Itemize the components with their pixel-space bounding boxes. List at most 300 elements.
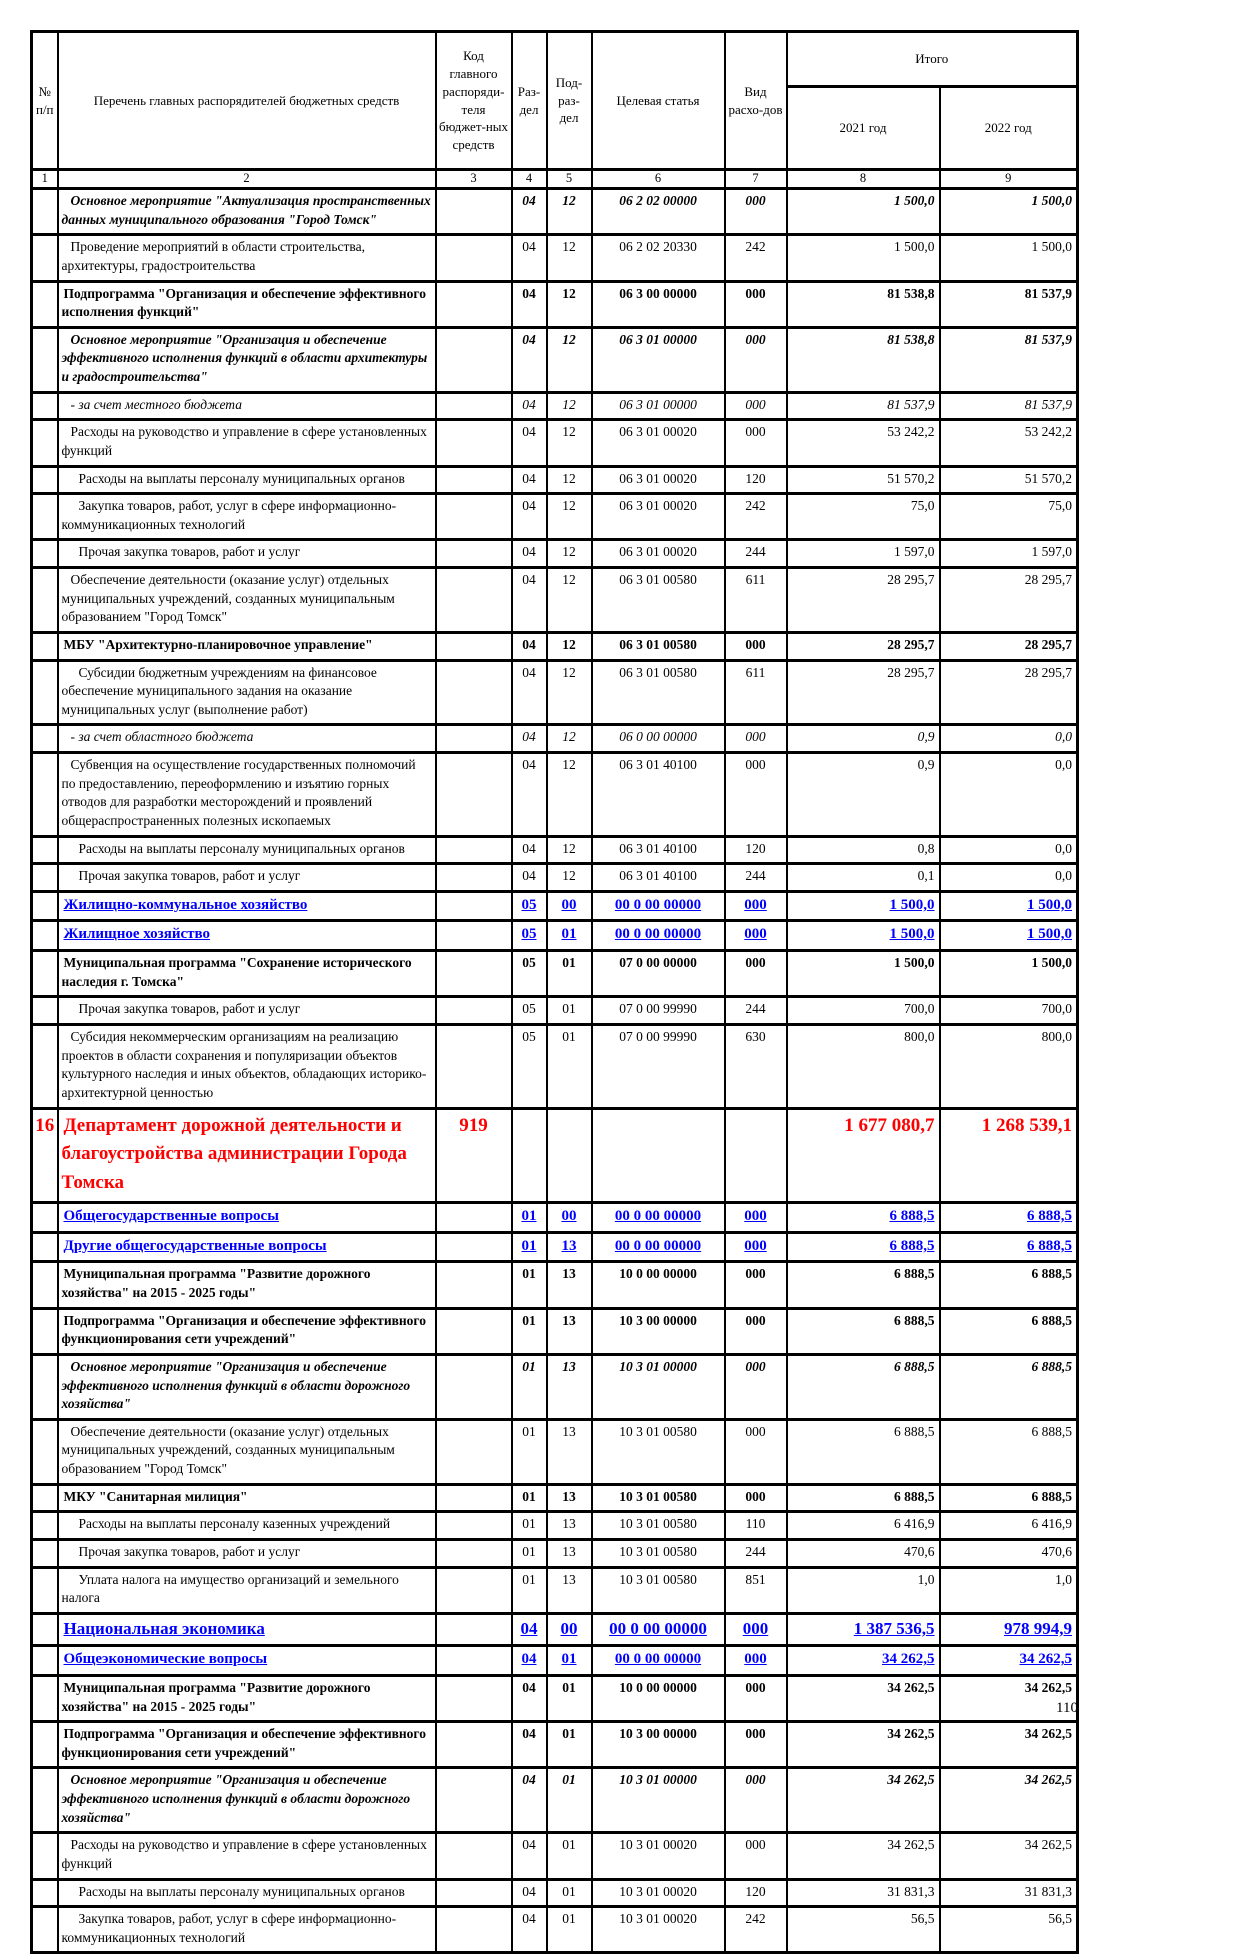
row-name: Закупка товаров, работ, услуг в сфере информационно-коммуникационных технологий <box>58 1907 436 1953</box>
row-target-article: 06 3 01 00580 <box>592 632 725 660</box>
row-razdel: 04 <box>512 494 547 540</box>
row-razdel: 04 <box>512 568 547 633</box>
row-razdel: 04 <box>512 725 547 753</box>
row-name: Жилищное хозяйство <box>58 921 436 951</box>
row-target-article: 10 3 00 00000 <box>592 1722 725 1768</box>
row-podrazdel: 01 <box>547 997 592 1025</box>
table-row <box>32 1539 1078 1567</box>
row-num <box>32 1833 58 1879</box>
row-podrazdel: 13 <box>547 1539 592 1567</box>
row-podrazdel: 13 <box>547 1354 592 1419</box>
header-col-target-article: Целевая статья <box>592 32 725 170</box>
row-expense-type: 000 <box>725 1484 787 1512</box>
row-2021: 28 295,7 <box>787 632 940 660</box>
table-row <box>32 392 1078 420</box>
row-target-article: 06 3 00 00000 <box>592 281 725 327</box>
row-expense-type: 242 <box>725 235 787 281</box>
row-name: Прочая закупка товаров, работ и услуг <box>58 997 436 1025</box>
table-row <box>32 1646 1078 1676</box>
row-2021: 34 262,5 <box>787 1833 940 1879</box>
row-2022: 51 570,2 <box>940 466 1078 494</box>
row-num <box>32 568 58 633</box>
row-code: 919 <box>436 1108 512 1203</box>
row-razdel: 04 <box>512 632 547 660</box>
row-2022: 81 537,9 <box>940 327 1078 392</box>
row-code <box>436 1722 512 1768</box>
row-2022: 28 295,7 <box>940 632 1078 660</box>
row-num <box>32 1879 58 1907</box>
table-header <box>32 32 1078 189</box>
table-row <box>32 466 1078 494</box>
row-target-article: 06 3 01 40100 <box>592 753 725 837</box>
row-2021: 1 597,0 <box>787 540 940 568</box>
row-podrazdel: 12 <box>547 494 592 540</box>
row-target-article: 06 0 00 00000 <box>592 725 725 753</box>
row-num <box>32 392 58 420</box>
row-expense-type: 000 <box>725 1675 787 1721</box>
row-num <box>32 836 58 864</box>
row-expense-type: 611 <box>725 660 787 725</box>
row-num <box>32 864 58 892</box>
row-expense-type: 244 <box>725 864 787 892</box>
row-2022: 6 888,5 <box>940 1203 1078 1233</box>
budget-sheet <box>30 30 1076 1954</box>
table-row <box>32 1567 1078 1613</box>
header-col-expense-type: Вид расхо-дов <box>725 32 787 170</box>
col-index: 5 <box>547 170 592 189</box>
row-razdel: 01 <box>512 1262 547 1308</box>
table-row <box>32 725 1078 753</box>
row-expense-type: 630 <box>725 1025 787 1109</box>
row-2022: 6 888,5 <box>940 1354 1078 1419</box>
row-target-article: 06 2 02 00000 <box>592 189 725 235</box>
table-row <box>32 1354 1078 1419</box>
row-num <box>32 632 58 660</box>
row-name: Субсидия некоммерческим организациям на реализацию проектов в области сохранения и популяризации объектов культурного наследия и иных объектов, обладающих историко-архитектурной ценностью <box>58 1025 436 1109</box>
row-code <box>436 1567 512 1613</box>
row-razdel: 01 <box>512 1484 547 1512</box>
row-num <box>32 1232 58 1262</box>
row-num <box>32 1567 58 1613</box>
row-target-article: 00 0 00 00000 <box>592 891 725 921</box>
row-2021: 75,0 <box>787 494 940 540</box>
row-podrazdel: 12 <box>547 725 592 753</box>
row-razdel: 01 <box>512 1232 547 1262</box>
row-target-article: 10 3 01 00000 <box>592 1768 725 1833</box>
row-expense-type: 000 <box>725 327 787 392</box>
row-target-article: 10 3 01 00580 <box>592 1567 725 1613</box>
row-razdel: 01 <box>512 1308 547 1354</box>
row-expense-type: 000 <box>725 1768 787 1833</box>
row-name: Проведение мероприятий в области строительства, архитектуры, градостроительства <box>58 235 436 281</box>
row-2022: 31 831,3 <box>940 1879 1078 1907</box>
row-podrazdel: 01 <box>547 921 592 951</box>
row-name: Прочая закупка товаров, работ и услуг <box>58 1539 436 1567</box>
row-expense-type: 000 <box>725 921 787 951</box>
row-num <box>32 1203 58 1233</box>
row-num <box>32 951 58 997</box>
row-code <box>436 891 512 921</box>
row-razdel: 04 <box>512 235 547 281</box>
row-target-article: 06 3 01 00020 <box>592 420 725 466</box>
table-row <box>32 494 1078 540</box>
row-code <box>436 1646 512 1676</box>
row-razdel: 01 <box>512 1354 547 1419</box>
row-expense-type: 000 <box>725 281 787 327</box>
row-num <box>32 1025 58 1109</box>
row-podrazdel: 12 <box>547 660 592 725</box>
row-code <box>436 1539 512 1567</box>
row-podrazdel: 01 <box>547 1025 592 1109</box>
row-2021: 6 888,5 <box>787 1308 940 1354</box>
row-2021: 34 262,5 <box>787 1768 940 1833</box>
row-target-article: 06 3 01 40100 <box>592 836 725 864</box>
row-podrazdel: 12 <box>547 836 592 864</box>
row-2021: 28 295,7 <box>787 660 940 725</box>
row-code <box>436 632 512 660</box>
table-row <box>32 1484 1078 1512</box>
row-target-article: 06 3 01 00000 <box>592 392 725 420</box>
row-code <box>436 921 512 951</box>
row-2022: 800,0 <box>940 1025 1078 1109</box>
row-target-article: 10 0 00 00000 <box>592 1262 725 1308</box>
row-code <box>436 836 512 864</box>
row-expense-type: 120 <box>725 1879 787 1907</box>
row-name: Другие общегосударственные вопросы <box>58 1232 436 1262</box>
row-code <box>436 466 512 494</box>
row-2021: 0,1 <box>787 864 940 892</box>
row-expense-type: 000 <box>725 632 787 660</box>
row-code <box>436 951 512 997</box>
row-2022: 34 262,5 <box>940 1646 1078 1676</box>
row-num <box>32 1262 58 1308</box>
row-target-article: 06 3 01 00020 <box>592 540 725 568</box>
row-podrazdel: 01 <box>547 1646 592 1676</box>
row-expense-type: 244 <box>725 540 787 568</box>
table-row <box>32 1108 1078 1203</box>
row-2021: 1 500,0 <box>787 921 940 951</box>
row-podrazdel: 01 <box>547 1833 592 1879</box>
table-row <box>32 1613 1078 1645</box>
row-code <box>436 1354 512 1419</box>
row-podrazdel: 00 <box>547 891 592 921</box>
table-row <box>32 540 1078 568</box>
row-target-article: 06 3 01 00020 <box>592 466 725 494</box>
row-code <box>436 997 512 1025</box>
row-expense-type: 120 <box>725 836 787 864</box>
row-2021: 6 888,5 <box>787 1419 940 1484</box>
row-2022: 0,0 <box>940 836 1078 864</box>
row-2021: 81 538,8 <box>787 327 940 392</box>
row-podrazdel: 01 <box>547 1722 592 1768</box>
row-code <box>436 327 512 392</box>
table-row <box>32 1512 1078 1540</box>
row-num <box>32 235 58 281</box>
row-podrazdel: 12 <box>547 327 592 392</box>
row-2022: 28 295,7 <box>940 660 1078 725</box>
row-name: Уплата налога на имущество организаций и земельного налога <box>58 1567 436 1613</box>
row-2022: 0,0 <box>940 753 1078 837</box>
row-razdel: 05 <box>512 951 547 997</box>
table-row <box>32 568 1078 633</box>
row-2021: 1 500,0 <box>787 951 940 997</box>
row-name: Общеэкономические вопросы <box>58 1646 436 1676</box>
row-2022: 56,5 <box>940 1907 1078 1953</box>
row-2022: 34 262,5 <box>940 1722 1078 1768</box>
col-index: 1 <box>32 170 58 189</box>
row-2021: 6 888,5 <box>787 1484 940 1512</box>
row-name: Жилищно-коммунальное хозяйство <box>58 891 436 921</box>
row-razdel: 04 <box>512 1613 547 1645</box>
row-razdel: 01 <box>512 1203 547 1233</box>
budget-table <box>30 30 1079 1954</box>
row-name: Расходы на выплаты персоналу муниципальных органов <box>58 466 436 494</box>
row-num <box>32 540 58 568</box>
row-target-article: 00 0 00 00000 <box>592 1646 725 1676</box>
row-name: Основное мероприятие "Организация и обеспечение эффективного исполнения функций в области архитектуры и градостроительства" <box>58 327 436 392</box>
header-col-2021: 2021 год <box>787 87 940 170</box>
row-2022: 978 994,9 <box>940 1613 1078 1645</box>
row-podrazdel: 12 <box>547 235 592 281</box>
row-razdel: 04 <box>512 281 547 327</box>
row-2022: 1 500,0 <box>940 891 1078 921</box>
header-col-name: Перечень главных распорядителей бюджетных средств <box>58 32 436 170</box>
row-razdel: 04 <box>512 189 547 235</box>
row-target-article: 10 3 01 00020 <box>592 1879 725 1907</box>
row-target-article: 07 0 00 00000 <box>592 951 725 997</box>
row-expense-type: 242 <box>725 1907 787 1953</box>
row-code <box>436 1419 512 1484</box>
row-razdel: 04 <box>512 466 547 494</box>
row-code <box>436 753 512 837</box>
row-num <box>32 466 58 494</box>
row-name: МКУ "Санитарная милиция" <box>58 1484 436 1512</box>
row-2021: 31 831,3 <box>787 1879 940 1907</box>
table-row <box>32 1879 1078 1907</box>
row-code <box>436 1262 512 1308</box>
row-2021: 6 888,5 <box>787 1262 940 1308</box>
row-podrazdel: 12 <box>547 392 592 420</box>
row-name: Подпрограмма "Организация и обеспечение эффективного исполнения функций" <box>58 281 436 327</box>
row-expense-type <box>725 1108 787 1203</box>
row-code <box>436 1203 512 1233</box>
row-code <box>436 864 512 892</box>
row-expense-type: 611 <box>725 568 787 633</box>
table-row <box>32 921 1078 951</box>
row-name: МБУ "Архитектурно-планировочное управление" <box>58 632 436 660</box>
row-2021: 1 387 536,5 <box>787 1613 940 1645</box>
table-row <box>32 891 1078 921</box>
row-2022: 34 262,5 <box>940 1833 1078 1879</box>
col-index: 7 <box>725 170 787 189</box>
row-2021: 1 677 080,7 <box>787 1108 940 1203</box>
row-code <box>436 1512 512 1540</box>
row-expense-type: 000 <box>725 1833 787 1879</box>
header-col-itogo: Итого <box>787 32 1078 87</box>
row-target-article: 00 0 00 00000 <box>592 1613 725 1645</box>
row-podrazdel <box>547 1108 592 1203</box>
row-podrazdel: 00 <box>547 1613 592 1645</box>
row-name: Субвенция на осуществление государственных полномочий по предоставлению, переоформлению и изъятию горных отводов для разработки месторождений и проявлений общераспространенных полезных ископаемых <box>58 753 436 837</box>
row-2021: 34 262,5 <box>787 1722 940 1768</box>
header-col-code: Код главного распоряди-теля бюджет-ных средств <box>436 32 512 170</box>
row-code <box>436 568 512 633</box>
row-2022: 1 500,0 <box>940 235 1078 281</box>
row-code <box>436 1025 512 1109</box>
row-razdel: 04 <box>512 836 547 864</box>
row-podrazdel: 13 <box>547 1262 592 1308</box>
row-target-article: 06 3 01 00580 <box>592 568 725 633</box>
row-razdel <box>512 1108 547 1203</box>
row-target-article: 10 3 01 00020 <box>592 1907 725 1953</box>
row-code <box>436 1768 512 1833</box>
table-row <box>32 1262 1078 1308</box>
row-num <box>32 1354 58 1419</box>
row-podrazdel: 00 <box>547 1203 592 1233</box>
row-code <box>436 1484 512 1512</box>
row-target-article: 00 0 00 00000 <box>592 921 725 951</box>
row-name: Закупка товаров, работ, услуг в сфере информационно-коммуникационных технологий <box>58 494 436 540</box>
row-2021: 700,0 <box>787 997 940 1025</box>
table-row <box>32 1675 1078 1721</box>
table-row <box>32 836 1078 864</box>
row-code <box>436 660 512 725</box>
row-name: Основное мероприятие "Организация и обеспечение эффективного исполнения функций в области дорожного хозяйства" <box>58 1354 436 1419</box>
header-col-razdel: Раз-дел <box>512 32 547 170</box>
row-num <box>32 725 58 753</box>
row-2021: 56,5 <box>787 1907 940 1953</box>
row-num <box>32 1419 58 1484</box>
page-number: 110 <box>1056 1700 1078 1716</box>
row-expense-type: 110 <box>725 1512 787 1540</box>
table-row <box>32 327 1078 392</box>
row-2022: 81 537,9 <box>940 392 1078 420</box>
row-expense-type: 242 <box>725 494 787 540</box>
row-expense-type: 000 <box>725 1646 787 1676</box>
row-name: Расходы на выплаты персоналу казенных учреждений <box>58 1512 436 1540</box>
row-name: Расходы на руководство и управление в сфере установленных функций <box>58 420 436 466</box>
row-target-article: 07 0 00 99990 <box>592 997 725 1025</box>
row-2021: 1 500,0 <box>787 189 940 235</box>
row-razdel: 01 <box>512 1539 547 1567</box>
row-name: Субсидии бюджетным учреждениям на финансовое обеспечение муниципального задания на оказание муниципальных услуг (выполнение работ) <box>58 660 436 725</box>
row-expense-type: 000 <box>725 891 787 921</box>
table-row <box>32 189 1078 235</box>
row-code <box>436 540 512 568</box>
row-podrazdel: 01 <box>547 951 592 997</box>
row-name: Муниципальная программа "Развитие дорожного хозяйства" на 2015 - 2025 годы" <box>58 1675 436 1721</box>
row-code <box>436 281 512 327</box>
table-row <box>32 1025 1078 1109</box>
row-target-article: 06 3 01 40100 <box>592 864 725 892</box>
row-code <box>436 235 512 281</box>
row-2021: 6 888,5 <box>787 1232 940 1262</box>
row-2022: 1 500,0 <box>940 921 1078 951</box>
row-name: Прочая закупка товаров, работ и услуг <box>58 864 436 892</box>
row-2021: 51 570,2 <box>787 466 940 494</box>
row-num <box>32 1308 58 1354</box>
table-row <box>32 1308 1078 1354</box>
row-expense-type: 000 <box>725 1613 787 1645</box>
row-podrazdel: 12 <box>547 864 592 892</box>
row-2021: 1 500,0 <box>787 235 940 281</box>
row-2021: 6 888,5 <box>787 1203 940 1233</box>
row-num <box>32 1512 58 1540</box>
row-num <box>32 494 58 540</box>
row-razdel: 04 <box>512 1907 547 1953</box>
row-2021: 0,8 <box>787 836 940 864</box>
row-podrazdel: 01 <box>547 1675 592 1721</box>
row-razdel: 04 <box>512 420 547 466</box>
row-expense-type: 000 <box>725 1722 787 1768</box>
row-expense-type: 120 <box>725 466 787 494</box>
row-podrazdel: 12 <box>547 420 592 466</box>
row-num <box>32 753 58 837</box>
row-2021: 0,9 <box>787 725 940 753</box>
row-target-article: 10 3 01 00580 <box>592 1512 725 1540</box>
row-num <box>32 1646 58 1676</box>
row-razdel: 04 <box>512 1722 547 1768</box>
row-expense-type: 000 <box>725 1262 787 1308</box>
row-code <box>436 1232 512 1262</box>
table-row <box>32 753 1078 837</box>
row-2022: 0,0 <box>940 725 1078 753</box>
row-2021: 81 537,9 <box>787 392 940 420</box>
row-podrazdel: 01 <box>547 1907 592 1953</box>
row-podrazdel: 01 <box>547 1879 592 1907</box>
header-col-podrazdel: Под-раз-дел <box>547 32 592 170</box>
row-num <box>32 921 58 951</box>
row-num <box>32 1539 58 1567</box>
row-name: Обеспечение деятельности (оказание услуг) отдельных муниципальных учреждений, созданных муниципальным образованием "Город Томск" <box>58 568 436 633</box>
row-podrazdel: 13 <box>547 1484 592 1512</box>
row-podrazdel: 12 <box>547 632 592 660</box>
row-razdel: 05 <box>512 997 547 1025</box>
row-name: Подпрограмма "Организация и обеспечение эффективного функционирования сети учреждений" <box>58 1722 436 1768</box>
row-name: Общегосударственные вопросы <box>58 1203 436 1233</box>
row-2022: 700,0 <box>940 997 1078 1025</box>
row-expense-type: 000 <box>725 753 787 837</box>
row-num <box>32 997 58 1025</box>
row-expense-type: 000 <box>725 1232 787 1262</box>
row-2021: 800,0 <box>787 1025 940 1109</box>
row-name: Расходы на выплаты персоналу муниципальных органов <box>58 1879 436 1907</box>
row-razdel: 05 <box>512 891 547 921</box>
row-code <box>436 420 512 466</box>
row-podrazdel: 13 <box>547 1512 592 1540</box>
row-code <box>436 725 512 753</box>
row-razdel: 01 <box>512 1567 547 1613</box>
header-col-2022: 2022 год <box>940 87 1078 170</box>
row-razdel: 05 <box>512 1025 547 1109</box>
row-podrazdel: 13 <box>547 1232 592 1262</box>
row-target-article: 06 2 02 20330 <box>592 235 725 281</box>
table-row <box>32 420 1078 466</box>
col-index: 3 <box>436 170 512 189</box>
row-2022: 6 888,5 <box>940 1484 1078 1512</box>
row-2022: 470,6 <box>940 1539 1078 1567</box>
row-target-article: 06 3 01 00020 <box>592 494 725 540</box>
col-index: 9 <box>940 170 1078 189</box>
row-podrazdel: 12 <box>547 189 592 235</box>
row-target-article: 10 3 01 00000 <box>592 1354 725 1419</box>
row-razdel: 04 <box>512 1646 547 1676</box>
row-code <box>436 1833 512 1879</box>
row-target-article: 00 0 00 00000 <box>592 1203 725 1233</box>
row-num <box>32 1768 58 1833</box>
row-target-article: 06 3 01 00580 <box>592 660 725 725</box>
row-podrazdel: 12 <box>547 281 592 327</box>
